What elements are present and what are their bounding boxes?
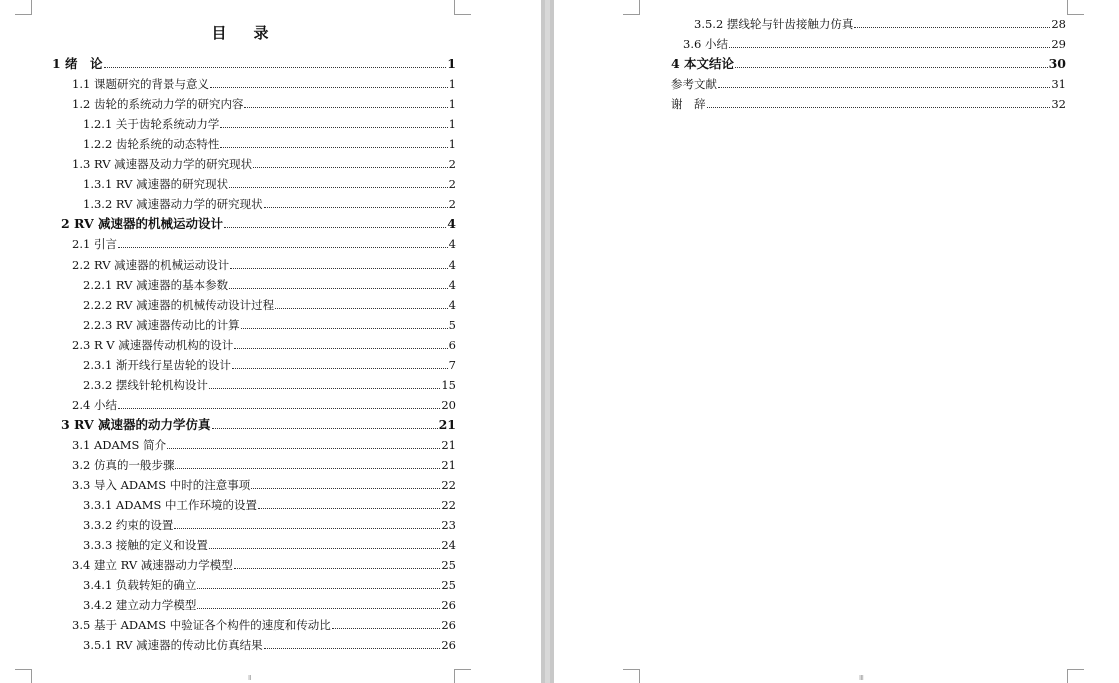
toc-page-number: 2: [448, 157, 456, 172]
toc-entry[interactable]: [83, 358, 456, 372]
toc-leader-dots: [735, 67, 1048, 68]
toc-title: 目 录: [211, 24, 275, 42]
toc-page-number: 4: [448, 237, 456, 252]
toc-page-number: 2: [448, 197, 456, 212]
page-corner-mark: [623, 669, 640, 683]
toc-entry-title: 3.5.2 摆线轮与针齿接触力仿真: [694, 17, 854, 31]
toc-entry-title: 2.2.1 RV 减速器的基本参数: [83, 277, 229, 292]
toc-page-number: 7: [448, 357, 456, 372]
toc-leader-dots: [241, 328, 448, 329]
toc-entry[interactable]: [83, 318, 456, 332]
toc-page-number: 4: [448, 257, 456, 272]
toc-entry[interactable]: [72, 157, 456, 171]
toc-leader-dots: [220, 147, 447, 148]
toc-leader-dots: [729, 47, 1050, 48]
toc-entry[interactable]: [83, 117, 456, 131]
toc-entry-title: 1.1 课题研究的背景与意义: [72, 77, 209, 92]
toc-entry-title: 3.4 建立 RV 减速器动力学模型: [72, 558, 233, 573]
toc-page-number: 26: [441, 598, 456, 613]
toc-entry[interactable]: [83, 518, 456, 532]
toc-page-number: 25: [441, 578, 456, 593]
toc-leader-dots: [275, 308, 448, 309]
toc-page-number: 20: [441, 397, 456, 412]
toc-entry-title: 2.2.3 RV 减速器传动比的计算: [83, 317, 240, 332]
page-corner-mark: [454, 0, 471, 15]
toc-entry[interactable]: [72, 558, 456, 572]
toc-leader-dots: [197, 588, 440, 589]
toc-entry[interactable]: [83, 137, 456, 151]
toc-leader-dots: [264, 207, 448, 208]
toc-entry[interactable]: [72, 478, 456, 492]
document-page-left: [0, 0, 541, 683]
toc-entry-title: 2.4 小结: [72, 397, 117, 412]
toc-entry[interactable]: [694, 17, 1066, 31]
toc-page-number: 21: [441, 458, 456, 472]
toc-entry[interactable]: [72, 618, 456, 632]
toc-leader-dots: [332, 628, 441, 629]
page-gutter: [541, 0, 554, 683]
toc-entry[interactable]: [72, 438, 456, 452]
toc-leader-dots: [224, 227, 446, 228]
toc-entry-title: 2 RV 减速器的机械运动设计: [61, 216, 224, 232]
toc-page-number: 24: [441, 538, 456, 553]
toc-page-number: 29: [1051, 37, 1066, 52]
toc-leader-dots: [258, 508, 440, 509]
toc-entry-title: 3.1 ADAMS 简介: [72, 437, 167, 452]
toc-leader-dots: [212, 428, 438, 429]
toc-leader-dots: [229, 187, 448, 188]
toc-entry-title: 谢 辞: [671, 97, 706, 112]
toc-page-number: 26: [441, 638, 456, 653]
toc-entry-title: 3.5.1 RV 减速器的传动比仿真结果: [83, 638, 263, 653]
toc-entry[interactable]: [72, 258, 456, 272]
toc-leader-dots: [118, 408, 440, 409]
toc-entry-title: 3.3.1 ADAMS 中工作环境的设置: [83, 498, 258, 513]
toc-entry-title: 1.2 齿轮的系统动力学的研究内容: [72, 97, 244, 112]
toc-page-number: 32: [1051, 97, 1066, 112]
toc-page-number: 4: [447, 216, 456, 232]
toc-entry-title: 4 本文结论: [671, 56, 735, 72]
toc-entry-title: 2.1 引言: [72, 237, 117, 252]
page-scroll-marker: Ⅱ: [248, 674, 252, 682]
page-corner-mark: [15, 669, 32, 683]
toc-page-number: 15: [441, 377, 456, 392]
toc-entry-title: 1.2.2 齿轮系统的动态特性: [83, 137, 220, 152]
toc-entry-title: 2.3.1 渐开线行星齿轮的设计: [83, 357, 231, 372]
toc-entry[interactable]: [72, 398, 456, 412]
toc-entry[interactable]: [671, 97, 1066, 111]
page-corner-mark: [1067, 669, 1084, 683]
toc-leader-dots: [718, 87, 1050, 88]
toc-entry-title: 1 绪 论: [52, 56, 103, 71]
toc-leader-dots: [707, 107, 1051, 108]
toc-entry[interactable]: [52, 57, 456, 71]
toc-leader-dots: [234, 348, 447, 349]
toc-leader-dots: [118, 247, 448, 248]
toc-entry-title: 1.3.2 RV 减速器动力学的研究现状: [83, 197, 263, 212]
toc-entry-title: 参考文献: [671, 77, 717, 92]
page-scroll-marker: Ⅲ: [859, 674, 864, 682]
toc-leader-dots: [244, 107, 447, 108]
toc-leader-dots: [167, 448, 440, 449]
toc-entry-title: 3.3.3 接触的定义和设置: [83, 538, 208, 553]
toc-entry[interactable]: [72, 338, 456, 352]
toc-leader-dots: [234, 568, 441, 569]
toc-page-number: 22: [441, 478, 456, 493]
toc-leader-dots: [229, 288, 448, 289]
toc-entry[interactable]: [83, 278, 456, 292]
toc-entry-title: 1.2.1 关于齿轮系统动力学: [83, 117, 220, 132]
toc-leader-dots: [230, 268, 448, 269]
page-corner-mark: [1067, 0, 1084, 15]
toc-entry[interactable]: [83, 638, 456, 652]
toc-entry-title: 2.2.2 RV 减速器的机械传动设计过程: [83, 297, 275, 312]
toc-page-number: 1: [448, 137, 456, 152]
document-page-right: [554, 0, 1119, 683]
toc-entry[interactable]: [61, 217, 456, 231]
toc-page-number: 6: [448, 337, 456, 352]
toc-entry-title: 1.3 RV 减速器及动力学的研究现状: [72, 157, 253, 172]
toc-page-number: 23: [441, 518, 456, 533]
toc-leader-dots: [197, 608, 440, 609]
toc-entry-title: 3.4.2 建立动力学模型: [83, 598, 197, 613]
toc-page-number: 30: [1048, 56, 1066, 72]
toc-entry-title: 3.3.2 约束的设置: [83, 518, 174, 533]
toc-leader-dots: [232, 368, 448, 369]
toc-entry-title: 3.6 小结: [683, 37, 728, 52]
toc-page-number: 28: [1051, 17, 1066, 31]
toc-page-number: 22: [441, 498, 456, 513]
toc-page-number: 4: [448, 297, 456, 312]
toc-leader-dots: [209, 548, 440, 549]
toc-page-number: 21: [438, 416, 456, 432]
toc-leader-dots: [174, 528, 440, 529]
toc-entry[interactable]: [83, 197, 456, 211]
toc-entry[interactable]: [83, 378, 456, 392]
toc-entry-title: 2.3 R V 减速器传动机构的设计: [72, 337, 234, 352]
toc-page-number: 4: [448, 277, 456, 292]
toc-entry[interactable]: [83, 598, 456, 612]
toc-entry[interactable]: [83, 498, 456, 512]
toc-page-number: 1: [448, 77, 456, 92]
toc-leader-dots: [175, 468, 440, 469]
toc-leader-dots: [104, 67, 447, 68]
toc-entry-title: 3.3 导入 ADAMS 中时的注意事项: [72, 478, 251, 493]
toc-entry[interactable]: [72, 77, 456, 91]
toc-page-number: 21: [441, 437, 456, 452]
toc-leader-dots: [854, 27, 1050, 28]
toc-leader-dots: [264, 648, 441, 649]
toc-entry[interactable]: [72, 458, 456, 472]
toc-entry[interactable]: [83, 538, 456, 552]
toc-entry-title: 3 RV 减速器的动力学仿真: [61, 416, 211, 432]
toc-page-number: 1: [448, 117, 456, 132]
toc-entry-title: 2.3.2 摆线针轮机构设计: [83, 377, 208, 392]
toc-leader-dots: [220, 127, 447, 128]
toc-page-number: 31: [1051, 77, 1066, 92]
toc-entry[interactable]: [83, 578, 456, 592]
toc-entry[interactable]: [61, 418, 456, 432]
page-corner-mark: [15, 0, 32, 15]
toc-entry[interactable]: [671, 77, 1066, 91]
toc-page-number: 25: [441, 558, 456, 573]
toc-page-number: 26: [441, 618, 456, 633]
toc-page-number: 1: [448, 97, 456, 112]
toc-entry-title: 2.2 RV 减速器的机械运动设计: [72, 257, 230, 272]
toc-entry[interactable]: [83, 177, 456, 191]
toc-leader-dots: [253, 167, 448, 168]
toc-entry-title: 1.3.1 RV 减速器的研究现状: [83, 177, 229, 192]
page-corner-mark: [623, 0, 640, 15]
toc-leader-dots: [251, 488, 440, 489]
toc-entry[interactable]: [83, 298, 456, 312]
toc-entry-title: 3.5 基于 ADAMS 中验证各个构件的速度和传动比: [72, 618, 331, 633]
toc-leader-dots: [210, 87, 448, 88]
page-corner-mark: [454, 669, 471, 683]
toc-entry[interactable]: [72, 237, 456, 251]
toc-entry[interactable]: [683, 37, 1066, 51]
toc-entry-title: 3.2 仿真的一般步骤: [72, 458, 175, 472]
toc-page-number: 2: [448, 177, 456, 192]
toc-page-number: 1: [447, 56, 456, 71]
toc-entry[interactable]: [671, 57, 1066, 71]
toc-entry-title: 3.4.1 负载转矩的确立: [83, 578, 197, 593]
toc-entry[interactable]: [72, 97, 456, 111]
toc-leader-dots: [209, 388, 440, 389]
toc-page-number: 5: [448, 317, 456, 332]
